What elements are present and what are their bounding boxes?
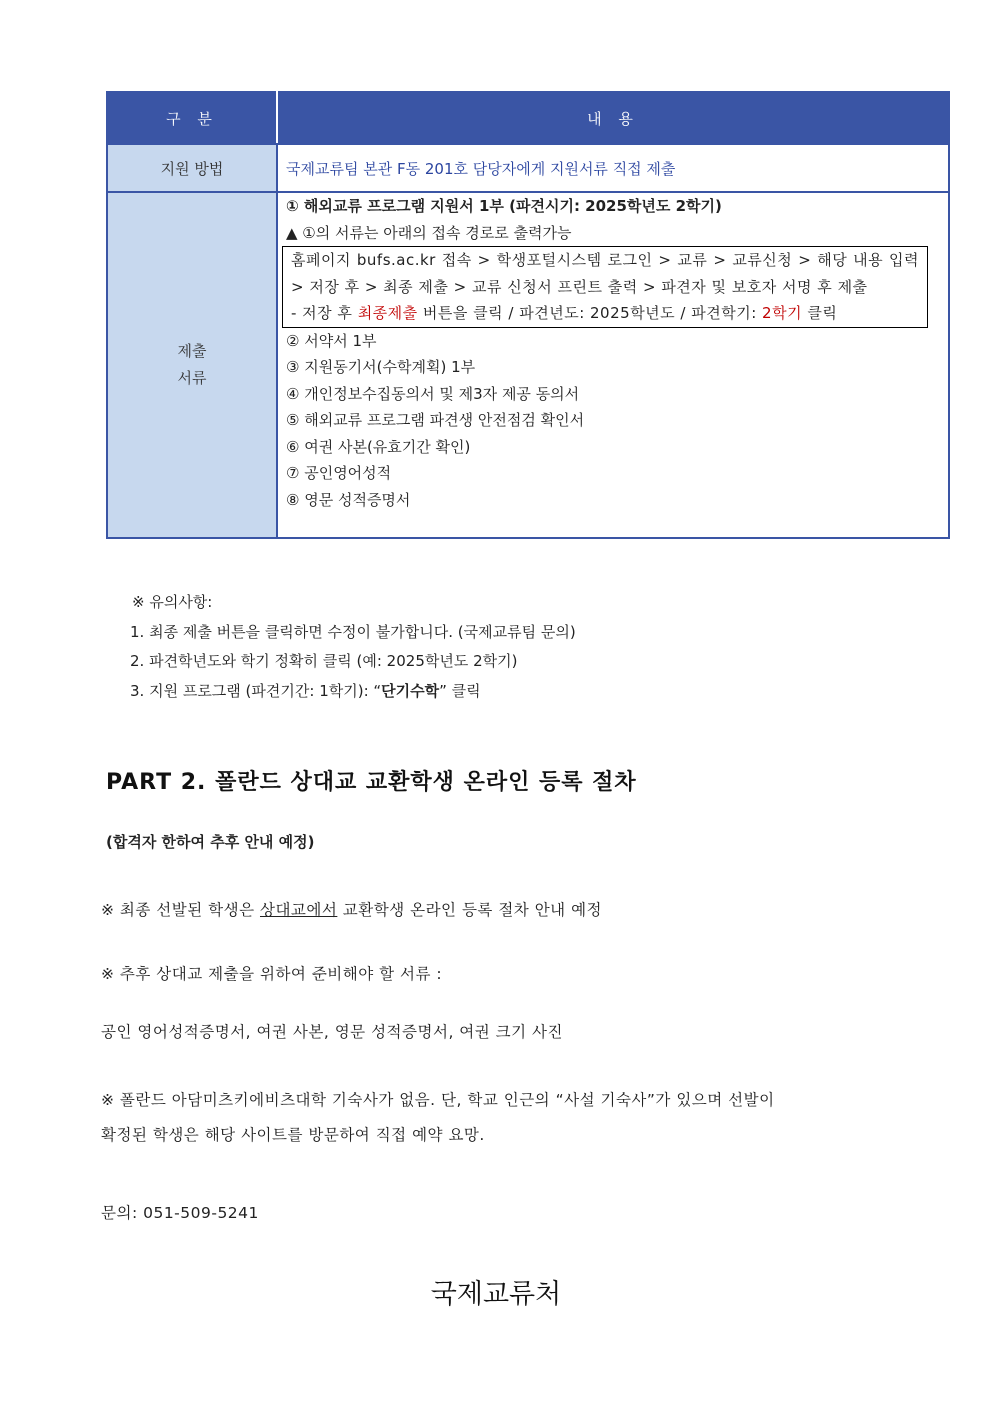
part2-subtitle: (합격자 한하여 추후 안내 예정) [106,833,315,851]
row-label-method: 지원 방법 [107,144,277,192]
row-label-documents [107,192,277,538]
note-3-pre: 3. 지원 프로그램 (파견기간: 1학기): “ [130,681,382,700]
route-text: 홈페이지 bufs.ac.kr 접속 > 학생포털시스템 로그인 > 교류 > 교류신청 > 해당 내용 입력 > 저장 후 > 최종 제출 > 교류 신청서 프린트 출력 > 파견자 및 보호자 서명 후 제출 [291,251,919,296]
note-2: 2. 파견학년도와 학기 정확히 클릭 (예: 2025학년도 2학기) [130,652,518,670]
document-item: ② 서약서 1부 [286,331,377,350]
route-save-line [291,300,919,327]
documents-label-line1: 제출 [177,342,207,360]
footer-office-name: 국제교류처 [430,1279,562,1310]
document-item: ⑤ 해외교류 프로그램 파견생 안전점검 확인서 [286,411,585,429]
application-info-table [106,91,950,539]
route-save-pre: - 저장 후 [291,304,358,322]
route-save-post: 클릭 [802,304,838,322]
note-1: 1. 최종 제출 버튼을 클릭하면 수정이 불가합니다. (국제교류팀 문의) [130,622,576,641]
part2-title: PART 2. 폴란드 상대교 교환학생 온라인 등록 절차 [106,770,637,795]
paragraph-selected-students [101,898,602,920]
row-value-method: 국제교류팀 본관 F동 201호 담당자에게 지원서류 직접 제출 [277,144,949,192]
notes-section [130,588,576,706]
documents-label-line2: 서류 [177,369,207,387]
header-category: 구 분 [107,92,277,144]
note-3-bold: 단기수학 [381,681,440,700]
contact-info: 문의: 051-509-5241 [101,1204,259,1222]
paragraph-dormitory-line2: 확정된 학생은 해당 사이트를 방문하여 직접 예약 요망. [101,1126,485,1144]
document-item: ④ 개인정보수집동의서 및 제3자 제공 동의서 [286,384,580,403]
note-3-post: ” 클릭 [439,681,481,700]
p1-pre: ※ 최종 선발된 학생은 [101,901,260,919]
p1-post: 교환학생 온라인 등록 절차 안내 예정 [337,901,603,919]
route-save-mid: 버튼을 클릭 / 파견년도: 2025학년도 / 파견학기: [417,304,763,322]
p1-underline: 상대교에서 [259,901,338,919]
document-item: ⑥ 여권 사본(유효기간 확인) [286,437,471,456]
notes-heading: ※ 유의사항: [132,593,213,611]
documents-list [277,192,949,538]
header-content: 내 용 [277,92,949,144]
document-item: ⑦ 공인영어성적 [286,464,392,482]
document-note: ▲ ①의 서류는 아래의 접속 경로로 출력가능 [286,223,572,242]
route-semester: 2학기 [762,304,803,322]
paragraph-documents-heading: ※ 추후 상대교 제출을 위하여 준비해야 할 서류 : [101,965,443,983]
document-item: ⑧ 영문 성적증명서 [286,490,411,509]
route-final-submit: 최종제출 [357,304,418,322]
route-instruction-box [282,246,928,328]
document-item: ③ 지원동기서(수학계획) 1부 [286,358,476,376]
paragraph-dormitory-line1: ※ 폴란드 아담미츠키에비츠대학 기숙사가 없음. 단, 학교 인근의 “사설 기숙사”가 있으며 선발이 [101,1091,775,1109]
note-3 [130,677,576,707]
paragraph-documents-list: 공인 영어성적증명서, 여권 사본, 영문 성적증명서, 여권 크기 사진 [101,1023,563,1041]
document-item-1: ① 해외교류 프로그램 지원서 1부 (파견시기: 2025학년도 2학기) [286,197,722,215]
